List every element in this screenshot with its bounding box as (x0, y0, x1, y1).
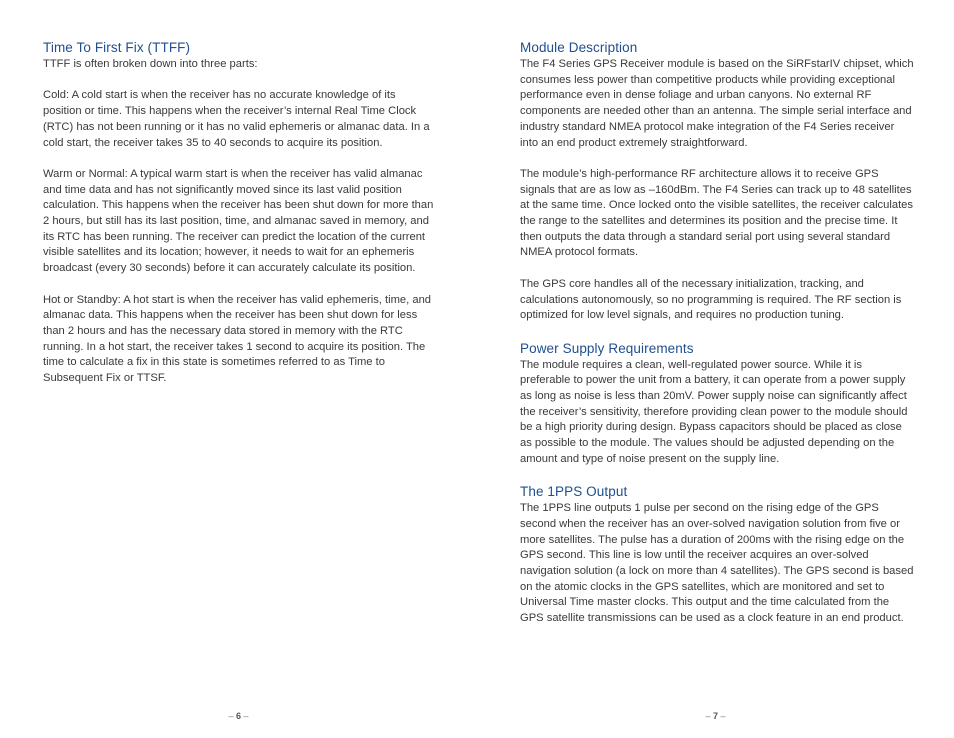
power-supply-heading: Power Supply Requirements (520, 340, 694, 356)
pps-output-heading: The 1PPS Output (520, 484, 628, 500)
power-supply-paragraph: The module requires a clean, well-regulated power source. While it is preferable to power the unit from a battery, it can operate from a power supply as long as noise is less than 20mV. Power supply noise can significantly affect the receiver’s sensitivity, therefore providing clean power to the module should be a high priority during design. Bypass capacitors should be placed as close as possible to the module. The values should be adjusted depending on the amount and type of noise present on the supply line. (520, 358, 908, 465)
page-number-dash: – (720, 711, 726, 721)
page-number-right (477, 711, 954, 721)
warm-start-paragraph: Warm or Normal: A typical warm start is when the receiver has valid almanac and time data and has not significantly moved since its last valid position calculation. This happens when the receiver has been shut down for more than 2 hours, but still has its last position, time, and almanac saved in memory, and its RTC has been running. The receiver can predict the location of the current visible satellites and its location; however, it needs to wait for an ephemeris broadcast (every 30 seconds) before it can accurately calculate its position. (43, 167, 434, 275)
right-column (520, 39, 914, 643)
module-description-paragraph: The GPS core handles all of the necessary initialization, tracking, and calculations autonomously, so no programming is required. The RF section is optimized for low level signals, and requires no production tuning. (520, 277, 902, 322)
hot-start-paragraph: Hot or Standby: A hot start is when the receiver has valid ephemeris, time, and almanac data. This happens when the receiver has been shut down for less than 2 hours and has the necessary data stored in memory with the RTC running. In a hot start, the receiver takes 1 second to acquire its position. The time to calculate a fix in this state is sometimes referred to as Time to Subsequent Fix or TTSF. (43, 293, 432, 385)
page-number-value: 6 (235, 711, 241, 721)
pps-output-section (520, 483, 914, 627)
module-description-heading: Module Description (520, 40, 638, 55)
left-column (43, 39, 435, 402)
module-description-paragraph: The F4 Series GPS Receiver module is based on the SiRFstarIV chipset, which consumes less power than competitive products while providing exceptional performance even in dense foliage and urban canyons. No external RF components are needed other than an antenna. The simple serial interface and industry standard NMEA protocol make integration of the F4 Series receiver into an end product extremely straightforward. (520, 58, 914, 149)
page-number-left (0, 711, 477, 721)
page-number-dash: – (705, 711, 711, 721)
ttff-intro-paragraph: TTFF is often broken down into three parts: (43, 58, 258, 70)
right-page (477, 0, 954, 738)
ttff-heading: Time To First Fix (TTFF) (43, 40, 191, 55)
pps-output-paragraph: The 1PPS line outputs 1 pulse per second on the rising edge of the GPS second when the receiver has an over-solved navigation solution from five or more satellites. The pulse has a duration of 200ms with the rising edge on the GPS second. This line is low until the receiver acquires an over-solved navigation solution (a lock on more than 4 satellites). The GPS second is based on the atomic clocks in the GPS satellites, which are monitored and set to Universal Time master clocks. This output and the time calculated from the GPS satellite transmissions can be used as a clock feature in an end product. (520, 502, 914, 625)
module-description-paragraph: The module’s high-performance RF architecture allows it to receive GPS signals that are as low as –160dBm. The F4 Series can track up to 48 satellites at the same time. Once locked onto the visible satellites, the receiver calculates the range to the satellites and determines its position and the precise time. It then outputs the data through a standard serial port using several standard NMEA protocol formats. (520, 167, 913, 259)
module-description-section (520, 39, 914, 324)
cold-start-paragraph: Cold: A cold start is when the receiver has no accurate knowledge of its position or time. This happens when the receiver’s internal Real Time Clock (RTC) has not been running or it has no valid ephemeris or almanac data. In a cold start, the receiver takes 35 to 40 seconds to acquire its position. (43, 89, 430, 149)
page-number-dash: – (228, 711, 234, 721)
page-number-value: 7 (712, 711, 718, 721)
page-number-dash: – (243, 711, 249, 721)
power-supply-section (520, 340, 914, 468)
